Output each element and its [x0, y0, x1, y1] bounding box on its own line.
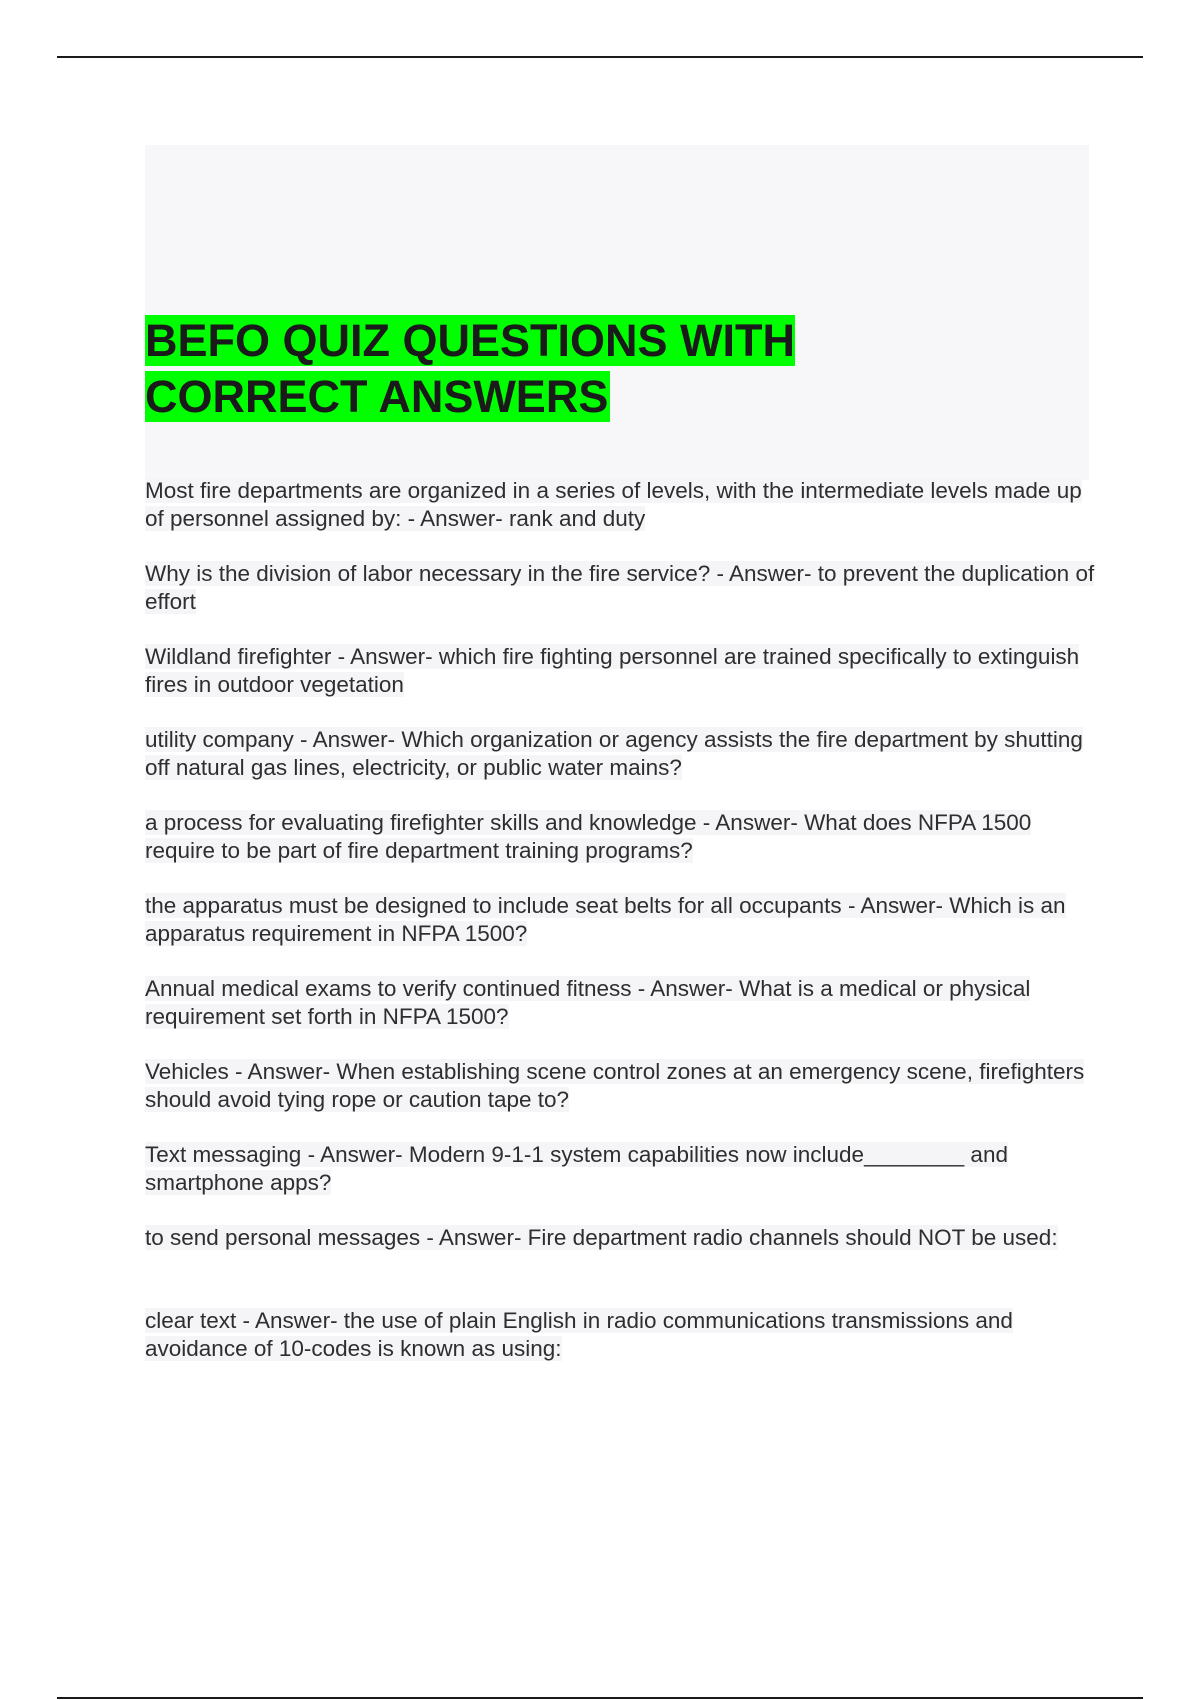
qa-text: Why is the division of labor necessary in the fire service? - Answer- to prevent the duplication of effort	[145, 561, 1095, 614]
qa-item-1	[145, 477, 1100, 533]
qa-text: the apparatus must be designed to include seat belts for all occupants - Answer- Which is an apparatus requirement in NFPA 1500?	[145, 893, 1066, 946]
qa-text: Most fire departments are organized in a series of levels, with the intermediate levels made up of personnel assigned by: - Answer- rank and duty	[145, 478, 1082, 531]
qa-item-11	[145, 1307, 1100, 1363]
qa-item-10	[145, 1224, 1100, 1280]
top-rule	[57, 56, 1143, 58]
qa-list	[145, 477, 1100, 1390]
bottom-rule	[57, 1697, 1143, 1699]
qa-item-2	[145, 560, 1100, 616]
qa-item-9	[145, 1141, 1100, 1197]
qa-text: a process for evaluating firefighter skills and knowledge - Answer- What does NFPA 1500 require to be part of fire department training programs?	[145, 810, 1032, 863]
qa-text: Annual medical exams to verify continued fitness - Answer- What is a medical or physical requirement set forth in NFPA 1500?	[145, 976, 1031, 1029]
qa-text: Wildland firefighter - Answer- which fire fighting personnel are trained specifically to extinguish fires in outdoor vegetation	[145, 644, 1080, 697]
qa-item-6	[145, 892, 1100, 948]
qa-item-7	[145, 975, 1100, 1031]
qa-item-4	[145, 726, 1100, 782]
qa-item-5	[145, 809, 1100, 865]
document-title	[145, 313, 905, 425]
qa-text: Text messaging - Answer- Modern 9-1-1 system capabilities now include________ and smartphone apps?	[145, 1142, 1008, 1195]
qa-text: utility company - Answer- Which organization or agency assists the fire department by shutting off natural gas lines, electricity, or public water mains?	[145, 727, 1083, 780]
qa-text: to send personal messages - Answer- Fire department radio channels should NOT be used:	[145, 1225, 1058, 1250]
qa-text: Vehicles - Answer- When establishing scene control zones at an emergency scene, firefighters should avoid tying rope or caution tape to?	[145, 1059, 1085, 1112]
qa-text: clear text - Answer- the use of plain English in radio communications transmissions and avoidance of 10-codes is known as using:	[145, 1308, 1013, 1361]
document-title-text: BEFO QUIZ QUESTIONS WITH CORRECT ANSWERS	[145, 315, 795, 422]
qa-item-8	[145, 1058, 1100, 1114]
qa-item-3	[145, 643, 1100, 699]
